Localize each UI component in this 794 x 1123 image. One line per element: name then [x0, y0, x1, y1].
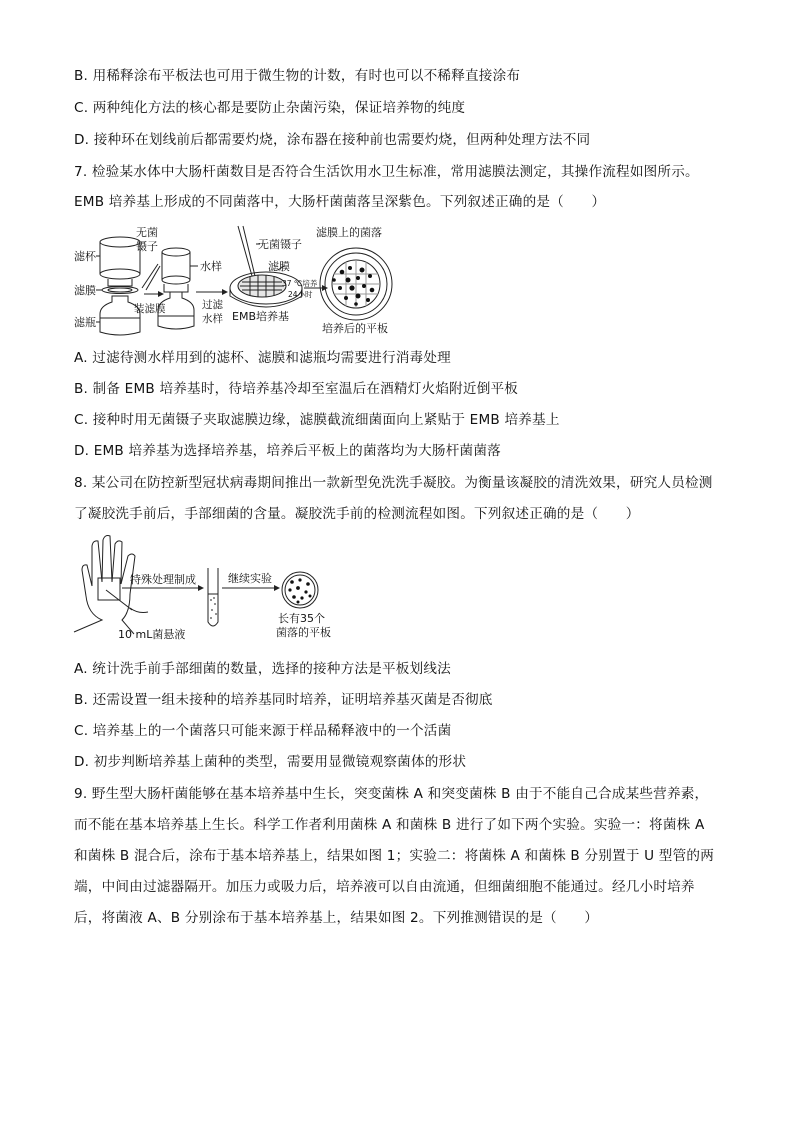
label-continue-exp: 继续实验 — [228, 572, 272, 585]
hand-icon — [74, 536, 135, 635]
label-suspension: 10 mL菌悬液 — [118, 628, 186, 641]
q7-stem-line-1: 7. 检验某水体中大肠杆菌数目是否符合生活饮用水卫生标准，常用滤膜法测定，其操作流程如图所示。 — [74, 164, 699, 180]
label-incubate-a: 37 ℃培养 — [282, 279, 318, 288]
label-filter-a: 过滤 — [202, 299, 223, 311]
label-sterile-tweezers-2: 无菌镊子 — [258, 238, 302, 251]
label-sterile-a: 无菌 — [136, 226, 158, 239]
q8-option-d: D. 初步判断培养基上菌种的类型，需要用显微镜观察菌体的形状 — [74, 754, 467, 770]
q6-option-d: D. 接种环在划线前后都需要灼烧，涂布器在接种前也需要灼烧，但两种处理方法不同 — [74, 132, 591, 148]
label-membrane-2: 滤膜 — [268, 260, 290, 273]
q9-stem-line-2: 而不能在基本培养基上生长。科学工作者利用菌株 A 和菌株 B 进行了如下两个实验。实验一：将菌株 A — [74, 817, 705, 833]
label-incubate-b: 24小时 — [288, 290, 313, 299]
filter-membrane-icon — [102, 287, 138, 294]
q8-stem-line-1: 8. 某公司在防控新型冠状病毒期间推出一款新型免洗洗手凝胶。为衡量该凝胶的清洗效果，研究人员检测 — [74, 475, 713, 491]
q8-option-b: B. 还需设置一组未接种的培养基同时培养，证明培养基灭菌是否彻底 — [74, 692, 493, 708]
label-filter-membrane: 滤膜 — [74, 284, 96, 297]
q9-stem-line-4: 端，中间由过滤器隔开。加压力或吸力后，培养液可以自由流通，但细菌细胞不能通过。经几小时培养 — [74, 879, 695, 895]
q7-option-a: A. 过滤待测水样用到的滤杯、滤膜和滤瓶均需要进行消毒处理 — [74, 350, 451, 366]
q7-option-d: D. EMB 培养基为选择培养基，培养后平板上的菌落均为大肠杆菌菌落 — [74, 443, 501, 459]
label-emb-medium: EMB培养基 — [232, 310, 289, 323]
q7-option-c: C. 接种时用无菌镊子夹取滤膜边缘，滤膜截流细菌面向上紧贴于 EMB 培养基上 — [74, 412, 560, 428]
arrow-filter-icon — [196, 289, 228, 295]
q7-stem-line-2: EMB 培养基上形成的不同菌落中，大肠杆菌菌落呈深紫色。下列叙述正确的是（ ） — [74, 194, 606, 210]
label-water-sample: 水样 — [200, 260, 222, 273]
label-plate-b: 菌落的平板 — [276, 626, 331, 639]
label-colonies-on-membrane: 滤膜上的菌落 — [316, 226, 382, 239]
assembled-filter-icon — [158, 248, 194, 329]
label-filter-cup: 滤杯 — [74, 250, 96, 263]
label-plate-after: 培养后的平板 — [322, 322, 388, 335]
tweezers-icon — [142, 264, 160, 290]
q9-stem-line-1: 9. 野生型大肠杆菌能够在基本培养基中生长，突变菌株 A 和突变菌株 B 由于不能自己合成某些营养素， — [74, 786, 709, 802]
label-filter-b: 水样 — [202, 313, 223, 325]
q6-option-c: C. 两种纯化方法的核心都是要防止杂菌污染，保证培养物的纯度 — [74, 100, 466, 116]
label-filter-bottle: 滤瓶 — [74, 316, 96, 329]
q6-option-b: B. 用稀释涂布平板法也可用于微生物的计数，有时也可以不稀释直接涂布 — [74, 68, 521, 84]
arrow-install-icon — [144, 291, 164, 297]
tweezers-2-icon — [238, 226, 255, 276]
q9-stem-line-5: 后，将菌液 A、B 分别涂布于基本培养基上，结果如图 2。下列推测错误的是（ ） — [74, 910, 599, 926]
label-plate-a: 长有35个 — [278, 612, 325, 625]
test-tube-icon — [208, 568, 218, 626]
tube-dots — [210, 597, 217, 619]
result-plate-icon — [320, 248, 392, 320]
dish-colonies — [288, 578, 311, 603]
q8-stem-line-2: 了凝胶洗手前后，手部细菌的含量。凝胶洗手前的检测流程如图。下列叙述正确的是（ ） — [74, 506, 640, 522]
q8-option-a: A. 统计洗手前手部细菌的数量，选择的接种方法是平板划线法 — [74, 661, 451, 677]
label-sterile-b: 镊子 — [136, 240, 158, 253]
q8-handwash-figure — [72, 534, 342, 644]
filter-cup-icon — [100, 237, 140, 286]
arrow-continue-icon — [222, 585, 280, 591]
label-special-process: 特殊处理制成 — [130, 573, 196, 586]
q7-option-b: B. 制备 EMB 培养基时，待培养基冷却至室温后在酒精灯火焰附近倒平板 — [74, 381, 519, 397]
label-install-membrane: 装滤膜 — [134, 303, 166, 315]
q9-stem-line-3: 和菌株 B 混合后，涂布于基本培养基上，结果如图 1；实验二：将菌株 A 和菌株 B 分别置于 U 型管的两 — [74, 848, 714, 864]
petri-dish-icon — [282, 572, 318, 608]
q7-filtration-figure — [72, 222, 412, 340]
filter-bottle-icon — [100, 296, 140, 335]
q8-option-c: C. 培养基上的一个菌落只可能来源于样品稀释液中的一个活菌 — [74, 723, 452, 739]
